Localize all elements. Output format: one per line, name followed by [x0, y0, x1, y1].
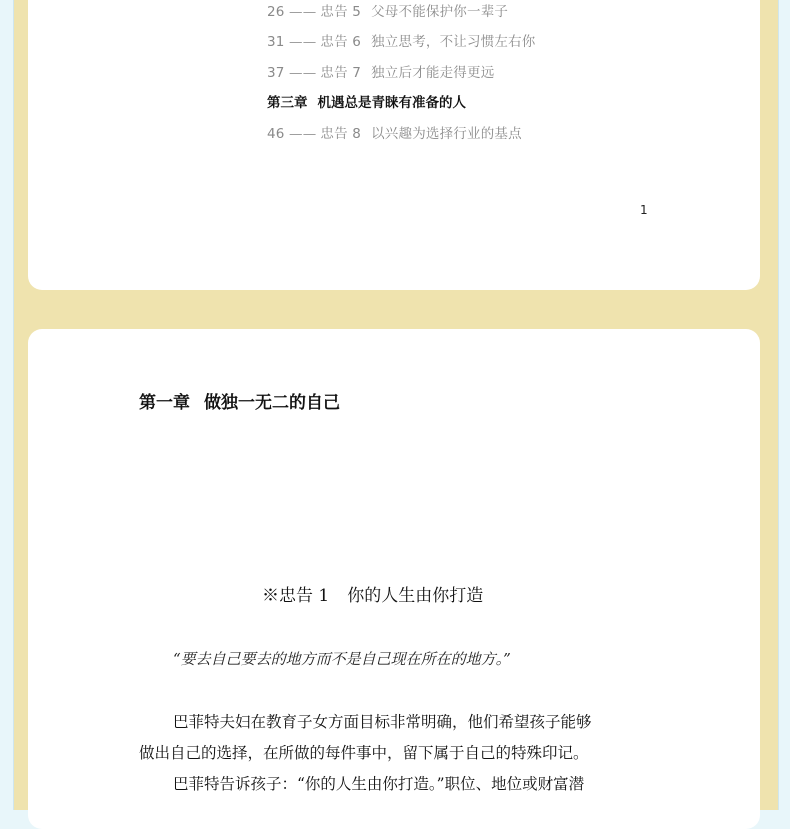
advice-heading: ※忠告 1 你的人生由你打造: [262, 586, 484, 606]
paragraph-line: 巴菲特夫妇在教育子女方面目标非常明确，他们希望孩子能够: [173, 713, 592, 731]
toc-entry: 37 —— 忠告 7 独立后才能走得更远: [267, 65, 495, 81]
toc-chapter-heading: 第三章 机遇总是青睐有准备的人: [267, 95, 466, 111]
toc-entry: 46 —— 忠告 8 以兴趣为选择行业的基点: [267, 126, 522, 142]
paragraph-line: 做出自己的选择，在所做的每件事中，留下属于自己的特殊印记。: [139, 744, 589, 762]
page-number: 1: [640, 203, 648, 217]
paragraph-line: 巴菲特告诉孩子：“你的人生由你打造。”职位、地位或财富潜: [173, 775, 585, 793]
epigraph-quote: “要去自己要去的地方而不是自己现在所在的地方。”: [173, 650, 511, 668]
chapter-heading: 第一章 做独一无二的自己: [139, 393, 340, 413]
toc-entry: 26 —— 忠告 5 父母不能保护你一辈子: [267, 4, 509, 20]
toc-entry: 31 —— 忠告 6 独立思考，不让习惯左右你: [267, 34, 536, 50]
